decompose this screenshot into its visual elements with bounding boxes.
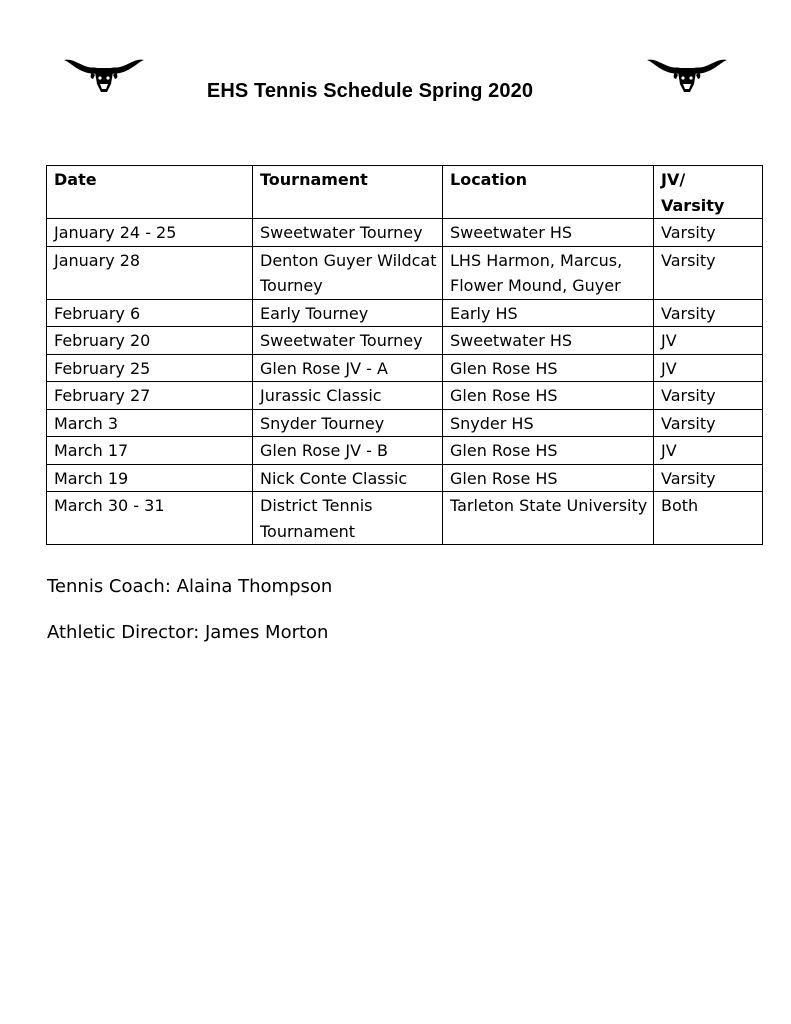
cell-tournament: Glen Rose JV - A — [253, 354, 443, 382]
cell-tournament: District Tennis Tournament — [253, 492, 443, 545]
cell-location: Early HS — [443, 299, 654, 327]
cell-location: Sweetwater HS — [443, 327, 654, 355]
cell-location: Glen Rose HS — [443, 382, 654, 410]
cell-level: JV — [654, 437, 763, 465]
cell-tournament: Early Tourney — [253, 299, 443, 327]
cell-level: Varsity — [654, 219, 763, 247]
cell-location: Glen Rose HS — [443, 464, 654, 492]
cell-tournament: Jurassic Classic — [253, 382, 443, 410]
cell-location: Tarleton State University — [443, 492, 654, 545]
cell-location: Glen Rose HS — [443, 354, 654, 382]
cell-location: Glen Rose HS — [443, 437, 654, 465]
table-row — [47, 354, 763, 382]
cell-location: Sweetwater HS — [443, 219, 654, 247]
cell-date: February 25 — [47, 354, 253, 382]
cell-date: March 30 - 31 — [47, 492, 253, 545]
cell-level: Varsity — [654, 464, 763, 492]
column-header-date: Date — [47, 166, 253, 219]
schedule-table — [46, 165, 763, 545]
tennis-coach-line: Tennis Coach: Alaina Thompson — [47, 576, 333, 597]
cell-level: Varsity — [654, 409, 763, 437]
cell-location: LHS Harmon, Marcus, Flower Mound, Guyer — [443, 246, 654, 299]
table-row — [47, 219, 763, 247]
longhorn-icon — [645, 54, 729, 96]
cell-level: Varsity — [654, 246, 763, 299]
cell-date: January 24 - 25 — [47, 219, 253, 247]
table-header-row — [47, 166, 763, 219]
table-row — [47, 246, 763, 299]
cell-tournament: Glen Rose JV - B — [253, 437, 443, 465]
cell-level: JV — [654, 354, 763, 382]
table-row — [47, 327, 763, 355]
cell-date: March 3 — [47, 409, 253, 437]
athletic-director-line: Athletic Director: James Morton — [47, 622, 329, 643]
table-row — [47, 464, 763, 492]
table-row — [47, 299, 763, 327]
cell-level: Varsity — [654, 299, 763, 327]
cell-date: February 27 — [47, 382, 253, 410]
cell-tournament: Sweetwater Tourney — [253, 327, 443, 355]
cell-location: Snyder HS — [443, 409, 654, 437]
column-header-level: JV/ Varsity — [654, 166, 763, 219]
cell-level: Both — [654, 492, 763, 545]
cell-tournament: Denton Guyer Wildcat Tourney — [253, 246, 443, 299]
table-row — [47, 437, 763, 465]
cell-date: March 19 — [47, 464, 253, 492]
cell-tournament: Snyder Tourney — [253, 409, 443, 437]
cell-date: February 6 — [47, 299, 253, 327]
column-header-location: Location — [443, 166, 654, 219]
cell-date: March 17 — [47, 437, 253, 465]
cell-date: February 20 — [47, 327, 253, 355]
cell-tournament: Nick Conte Classic — [253, 464, 443, 492]
table-row — [47, 409, 763, 437]
cell-level: Varsity — [654, 382, 763, 410]
page-title: EHS Tennis Schedule Spring 2020 — [206, 80, 534, 102]
cell-tournament: Sweetwater Tourney — [253, 219, 443, 247]
table-row — [47, 492, 763, 545]
column-header-tournament: Tournament — [253, 166, 443, 219]
cell-level: JV — [654, 327, 763, 355]
cell-date: January 28 — [47, 246, 253, 299]
table-row — [47, 382, 763, 410]
